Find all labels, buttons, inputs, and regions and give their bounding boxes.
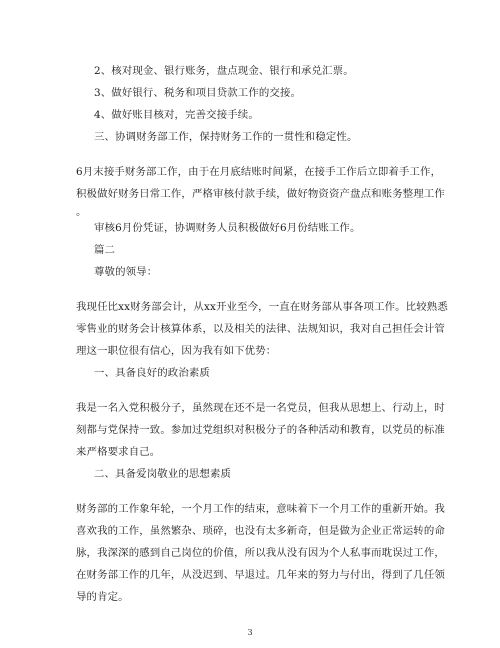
- page-number: 3: [247, 628, 253, 637]
- section-heading: 二、具备爱岗敬业的思想素质: [94, 468, 232, 480]
- paragraph-line: 脉，我深深的感到自己岗位的价值，所以我从没有因为个人私事而耽误过工作，: [76, 547, 445, 559]
- paragraph-line: 刻都与党保持一致。参加过党组织对积极分子的各种活动和教育，以党员的标准: [76, 424, 445, 436]
- paragraph-line: 财务部的工作象年轮，一个月工作的结束，意味着下一个月工作的重新开始。我: [76, 503, 445, 515]
- list-item: 三、协调财务部工作，保持财务工作的一贯性和稳定性。: [94, 131, 358, 143]
- paragraph-line: 理这一职位很有信心，因为我有如下优势：: [76, 345, 277, 357]
- paragraph-line: 喜欢我的工作，虽然繁杂、琐碎，也没有太多新奇，但是做为企业正常运转的命: [76, 525, 445, 537]
- paragraph-line: 我现任比xx财务部会计，从xx开业至今，一直在财务部从事各项工作。比较熟悉: [76, 301, 448, 313]
- paragraph-line: 积极做好财务日常工作，严格审核付款手续，做好物资资产盘点和账务整理工作: [76, 188, 445, 200]
- paragraph-line: 导的肯定。: [76, 591, 129, 603]
- paragraph-line: 我是一名入党积极分子，虽然现在还不是一名党员，但我从思想上、行动上，时: [76, 402, 445, 414]
- paragraph-line: 6月末接手财务部工作，由于在月底结账时间紧，在接手工作后立即着手工作，: [76, 166, 442, 178]
- list-item: 4、做好账目核对，完善交接手续。: [94, 109, 259, 121]
- section-heading: 一、具备良好的政治素质: [94, 367, 210, 379]
- list-item: 3、做好银行、税务和项目贷款工作的交接。: [94, 87, 302, 99]
- paragraph-line: 。: [76, 206, 87, 218]
- paragraph-line: 来严格要求自己。: [76, 446, 161, 458]
- salutation: 尊敬的领导：: [94, 266, 158, 278]
- paragraph-line: 审核6月份凭证，协调财务人员积极做好6月份结账工作。: [94, 222, 361, 234]
- paragraph-line: 零售业的财务会计核算体系，以及相关的法律、法规知识，我对自己担任会计管: [76, 323, 445, 335]
- paragraph-line: 在财务部工作的几年，从没迟到、早退过。几年来的努力与付出，得到了几任领: [76, 569, 445, 581]
- list-item: 2、核对现金、银行账务，盘点现金、银行和承兑汇票。: [94, 65, 354, 77]
- section-label: 篇二: [94, 244, 116, 256]
